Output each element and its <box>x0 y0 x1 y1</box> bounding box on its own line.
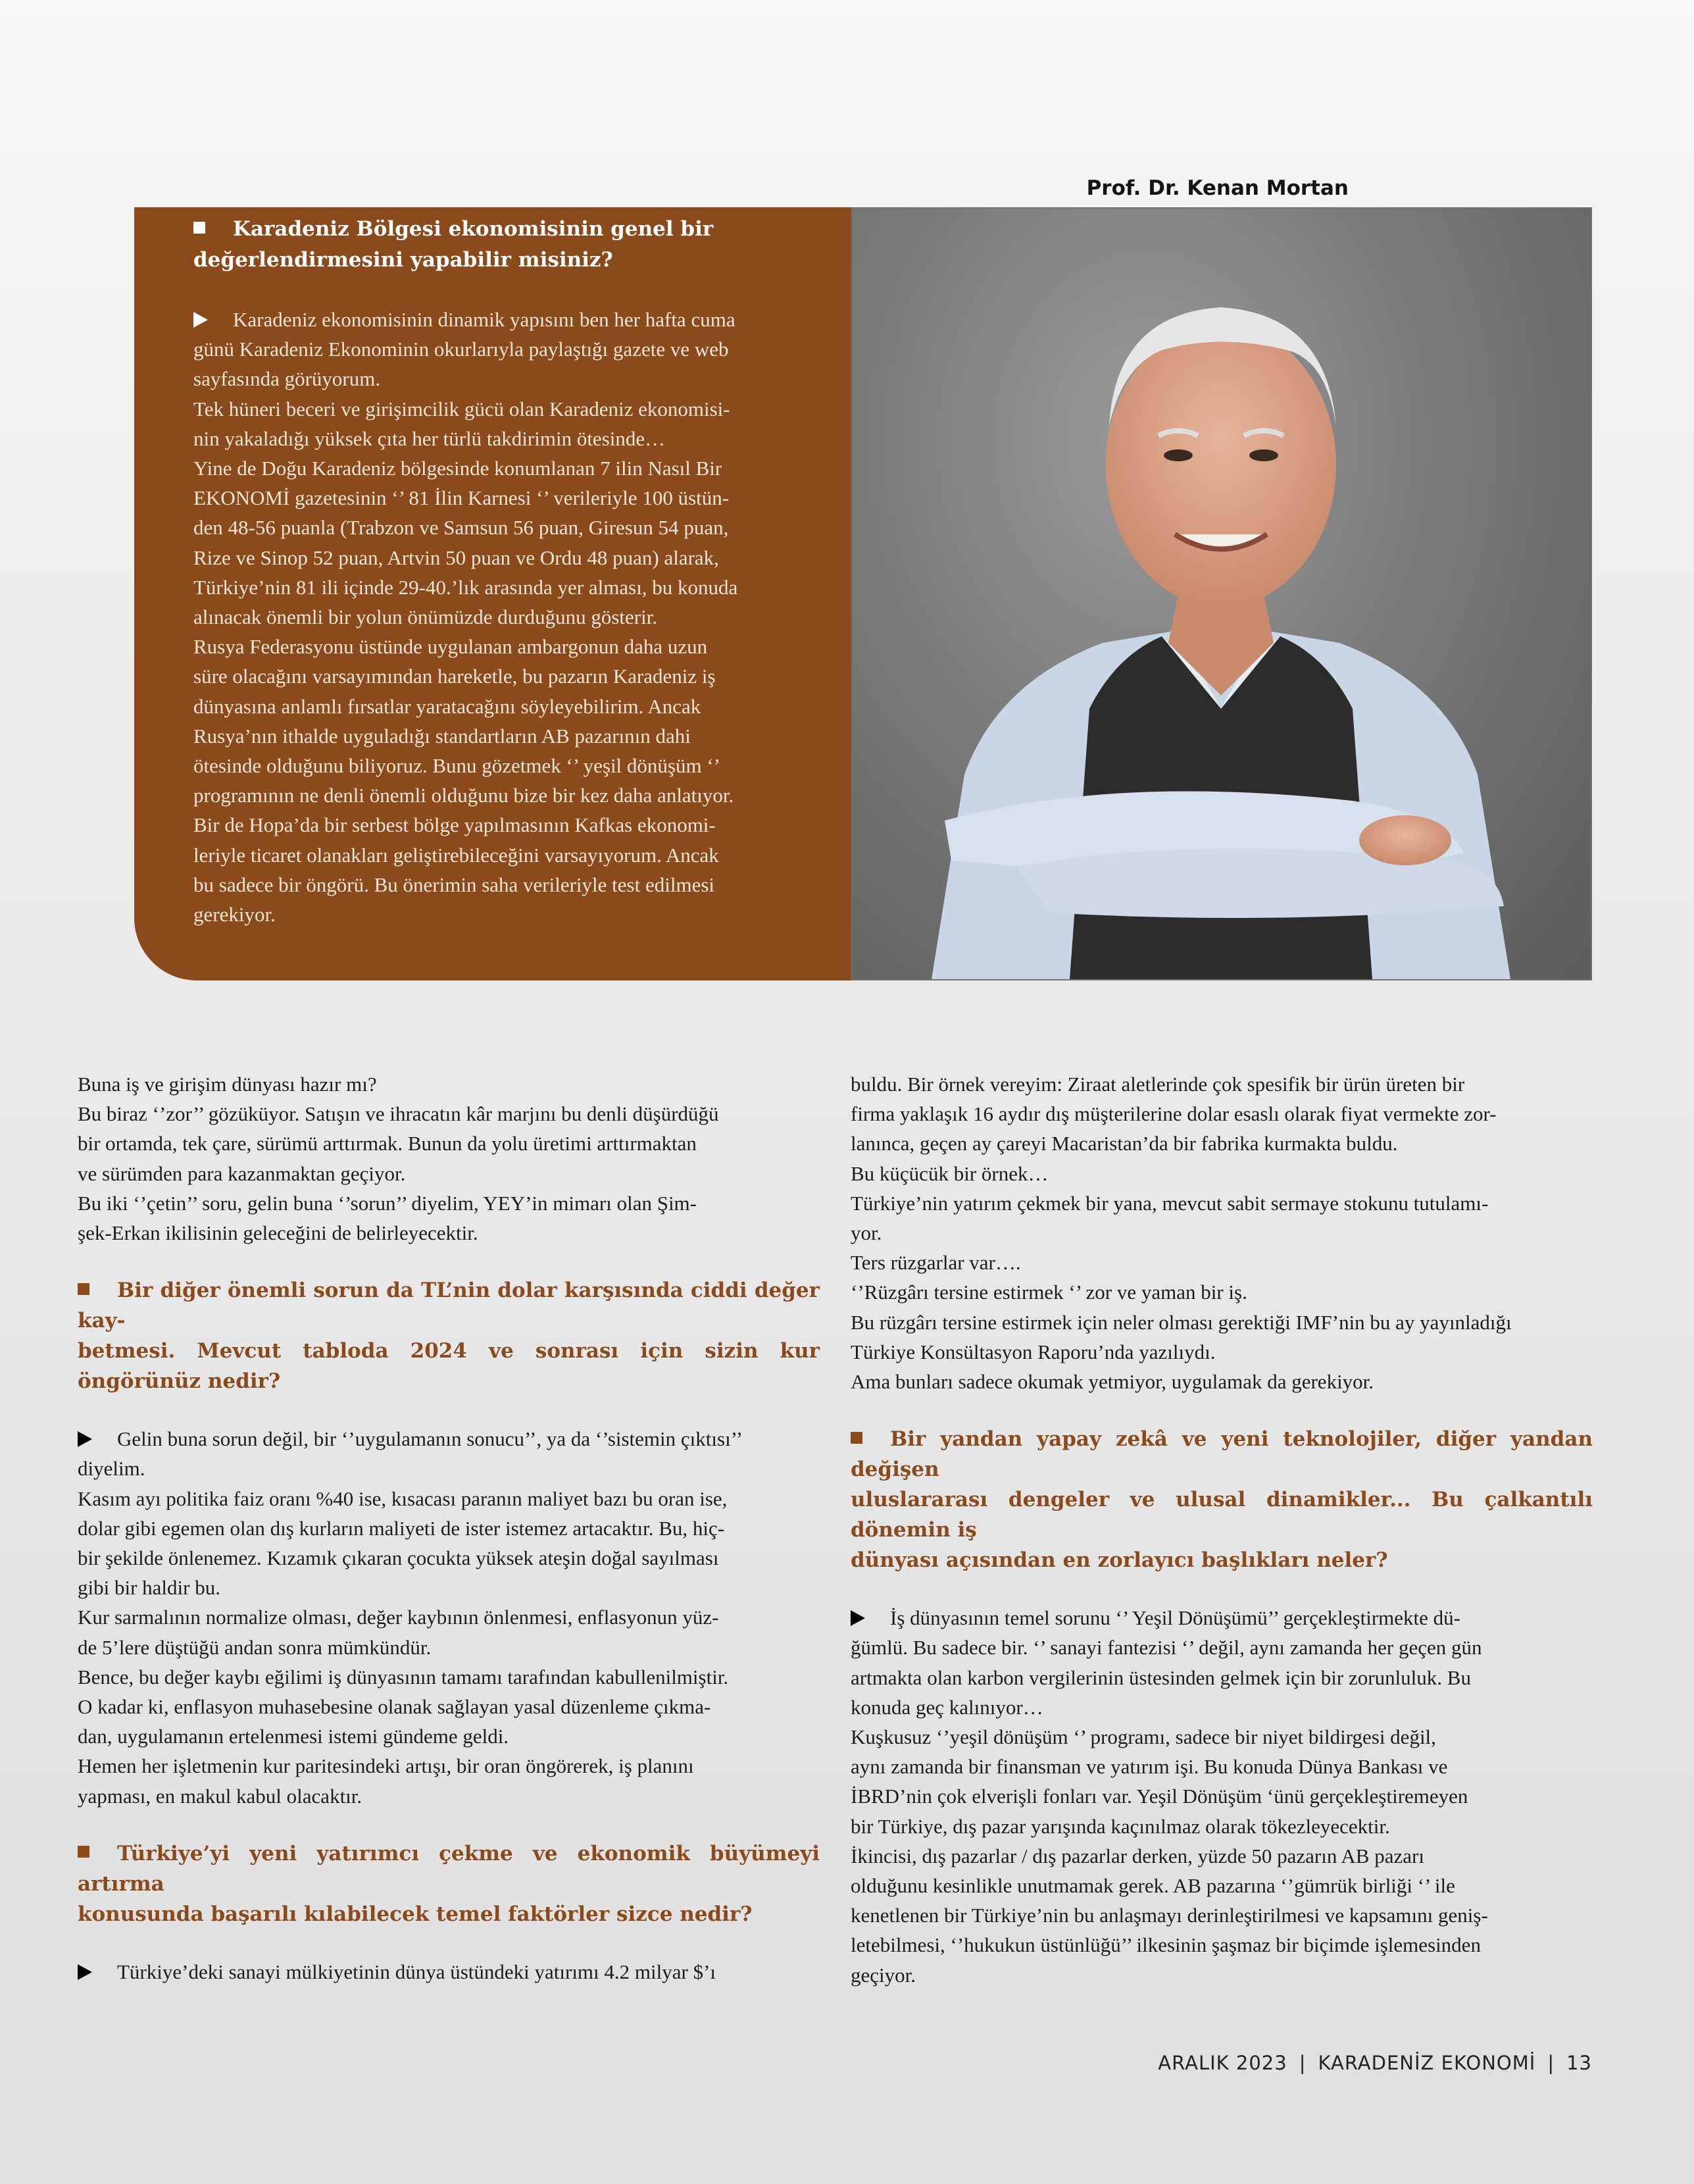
square-bullet-icon <box>193 222 205 234</box>
question-yatirim: Türkiye’yi yeni yatırımcı çekme ve ekonomik büyümeyi artırma konusunda başarılı kılabilecek temel faktörler sizce nedir? <box>78 1841 820 1926</box>
left-column <box>78 1069 820 1987</box>
triangle-bullet-icon <box>193 312 208 328</box>
right-paragraph-1: buldu. Bir örnek vereyim: Ziraat aletlerinde çok spesifik bir ürün üreten bir firma yaklaşık 16 aydır dış müşterilerine dolar esaslı olarak fiyat vermekte zor- lanınca, geçen ay çareyi Macaristan’da bir fabrika kurmakta buldu. Bu küçücük bir örnek… Türkiye’nin yatırım çekmek bir yana, mevcut sabit sermaye stokunu tutulamı- yor. Ters rüzgarlar var…. ‘’Rüzgârı tersine estirmek ‘’ zor ve yaman bir iş. Bu rüzgârı tersine estirmek için neler olması gerektiği IMF’nin bu ay yayınladığı Türkiye Konsültasyon Raporu’nda yazılıydı. Ama bunları sadece okumak yetmiyor, uygulamak da gerekiyor. <box>851 1073 1512 1394</box>
intro-answer: Karadeniz ekonomisinin dinamik yapısını ben her hafta cuma günü Karadeniz Ekonominin okurlarıyla paylaştığı gazete ve web sayfasında görüyorum. Tek hüneri beceri ve girişimcilik gücü olan Karadeniz ekonomisi- nin yakaladığı yüksek çıta her türlü takdirimin ötesinde… Yine de Doğu Karadeniz bölgesinde konumlanan 7 ilin Nasıl Bir EKONOMİ gazetesinin ‘’ 81 İlin Karnesi ‘’ verileriyle 100 üstün- den 48-56 puanla (Trabzon ve Samsun 56 puan, Giresun 54 puan, Rize ve Sinop 52 puan, Artvin 50 puan ve Ordu 48 puan) alarak, Türkiye’nin 81 ili içinde 29-40.’lık arasında yer alması, bu konuda alınacak önemli bir yolun önümüzde durduğunu gösterir. Rusya Federasyonu üstünde uygulanan ambargonun daha uzun süre olacağını varsayımından hareketle, bu pazarın Karadeniz iş dünyasına anlamlı fırsatlar yaratacağını söyleyebilirim. Ancak Rusya’nın ithalde uyguladığı standartların AB pazarının dahi ötesinde olduğunu biliyoruz. Bunu gözetmek ‘’ yeşil dönüşüm ‘’ programının ne denli önemli olduğunu bize bir kez daha anlatıyor. Bir de Hopa’da bir serbest bölge yapılmasının Kafkas ekonomi- leriyle ticaret olanakları geliştirebileceğini varsayıyorum. Ancak bu sadece bir öngörü. Bu önerimin saha verileriyle test edilmesi gerekiyor. <box>193 308 738 927</box>
answer-zorlayici-basliklar: İş dünyasının temel sorunu ‘’ Yeşil Dönüşümü’’ gerçekleştirmekte dü- ğümlü. Bu sadece bir. ‘’ sanayi fantezisi ‘’ değil, aynı zamanda her geçen gün artmakta olan karbon vergilerinin üstesinden gelmek için bir zorunluluk. Bu konuda geç kalınıyor… Kuşkusuz ‘’yeşil dönüşüm ‘’ programı, sadece bir niyet bildirgesi değil, aynı zamanda bir finansman ve yatırım işi. Bu konuda Dünya Bankası ve İBRD’nin çok elverişli fonları var. Yeşil Dönüşüm ‘ünü gerçekleştiremeyen bir Türkiye, dış pazar yarışında kaçınılmaz olarak tökezleyecektir. İkincisi, dış pazarlar / dış pazarlar derken, yüzde 50 pazarın AB pazarı olduğunu kesinlikle unutmamak gerek. AB pazarına ‘’gümrük birliği ‘’ ile kenetlenen bir Türkiye’nin bu anlaşmayı derinleştirilmesi ve kapsamını geniş- letebilmesi, ‘’hukukun üstünlüğü’’ ilkesinin şaşmaz bir biçimde işlemesinden geçiyor. <box>851 1606 1488 1987</box>
answer-kur: Gelin buna sorun değil, bir ‘’uygulamanın sonucu’’, ya da ‘’sistemin çıktısı’’ diyelim. Kasım ayı politika faiz oranı %40 ise, kısacası paranın maliyet bazı bu oran ise, dolar gibi egemen olan dış kurların maliyeti de ister istemez artacaktır. Bu, hiç- bir şekilde önlenemez. Kızamık çıkaran çocukta yüksek ateşin doğal sayılması gibi bir haldir bu. Kur sarmalının normalize olması, değer kaybının önlenmesi, enflasyonun yüz- de 5’lere düştüğü andan sonra mümkündür. Bence, bu değer kaybı eğilimi iş dünyasının tamamı tarafından kabullenilmiştir. O kadar ki, enflasyon muhasebesine olanak sağlayan yasal düzenleme çıkma- dan, uygulamanın ertelenmesi istemi gündeme geldi. Hemen her işletmenin kur paritesindeki artışı, bir oran öngörerek, iş planını yapması, en makul kabul olacaktır. <box>78 1427 743 1808</box>
footer-separator: | <box>1299 2052 1307 2074</box>
answer-yatirim: Türkiye’deki sanayi mülkiyetinin dünya üstündeki yatırımı 4.2 milyar $’ı <box>78 1957 820 1987</box>
right-column <box>851 1069 1593 1990</box>
interview-intro-box <box>134 207 851 980</box>
page-footer <box>1158 2052 1592 2074</box>
page-number: 13 <box>1566 2052 1592 2074</box>
triangle-bullet-icon <box>78 1964 92 1980</box>
square-bullet-icon <box>78 1846 89 1858</box>
triangle-bullet-icon <box>851 1610 865 1626</box>
triangle-bullet-icon <box>78 1431 92 1447</box>
photo-caption: Prof. Dr. Kenan Mortan <box>1086 176 1349 200</box>
intro-question: Karadeniz Bölgesi ekonomisinin genel bir değerlendirmesini yapabilir misiniz? <box>193 217 714 272</box>
portrait-illustration <box>853 209 1591 979</box>
footer-date: ARALIK 2023 <box>1158 2052 1287 2074</box>
left-paragraph-1: Buna iş ve girişim dünyası hazır mı? Bu biraz ‘’zor’’ gözüküyor. Satışın ve ihracatın kâr marjını bu denli düşürdüğü bir ortamda, tek çare, sürümü arttırmak. Bunun da yolu üretimi arttırmaktan ve sürümden para kazanmaktan geçiyor. Bu iki ‘’çetin’’ soru, gelin buna ‘’sorun’’ diyelim, YEY’in mimarı olan Şim- şek-Erkan ikilisinin geleceğini de belirleyecektir. <box>78 1073 719 1245</box>
portrait-photo <box>851 207 1592 980</box>
footer-separator: | <box>1547 2052 1555 2074</box>
question-kur: Bir diğer önemli sorun da TL’nin dolar karşısında ciddi değer kay- betmesi. Mevcut tabloda 2024 ve sonrası için sizin kur öngörünüz nedir? <box>78 1279 820 1394</box>
footer-magazine: KARADENİZ EKONOMİ <box>1318 2052 1536 2074</box>
square-bullet-icon <box>78 1283 89 1295</box>
question-zorlayici-basliklar: Bir yandan yapay zekâ ve yeni teknolojiler, diğer yandan değişen uluslararası dengeler ve ulusal dinamikler... Bu çalkantılı dönemin iş dünyası açısından en zorlayıcı başlıkları neler? <box>851 1427 1593 1573</box>
square-bullet-icon <box>851 1432 862 1444</box>
